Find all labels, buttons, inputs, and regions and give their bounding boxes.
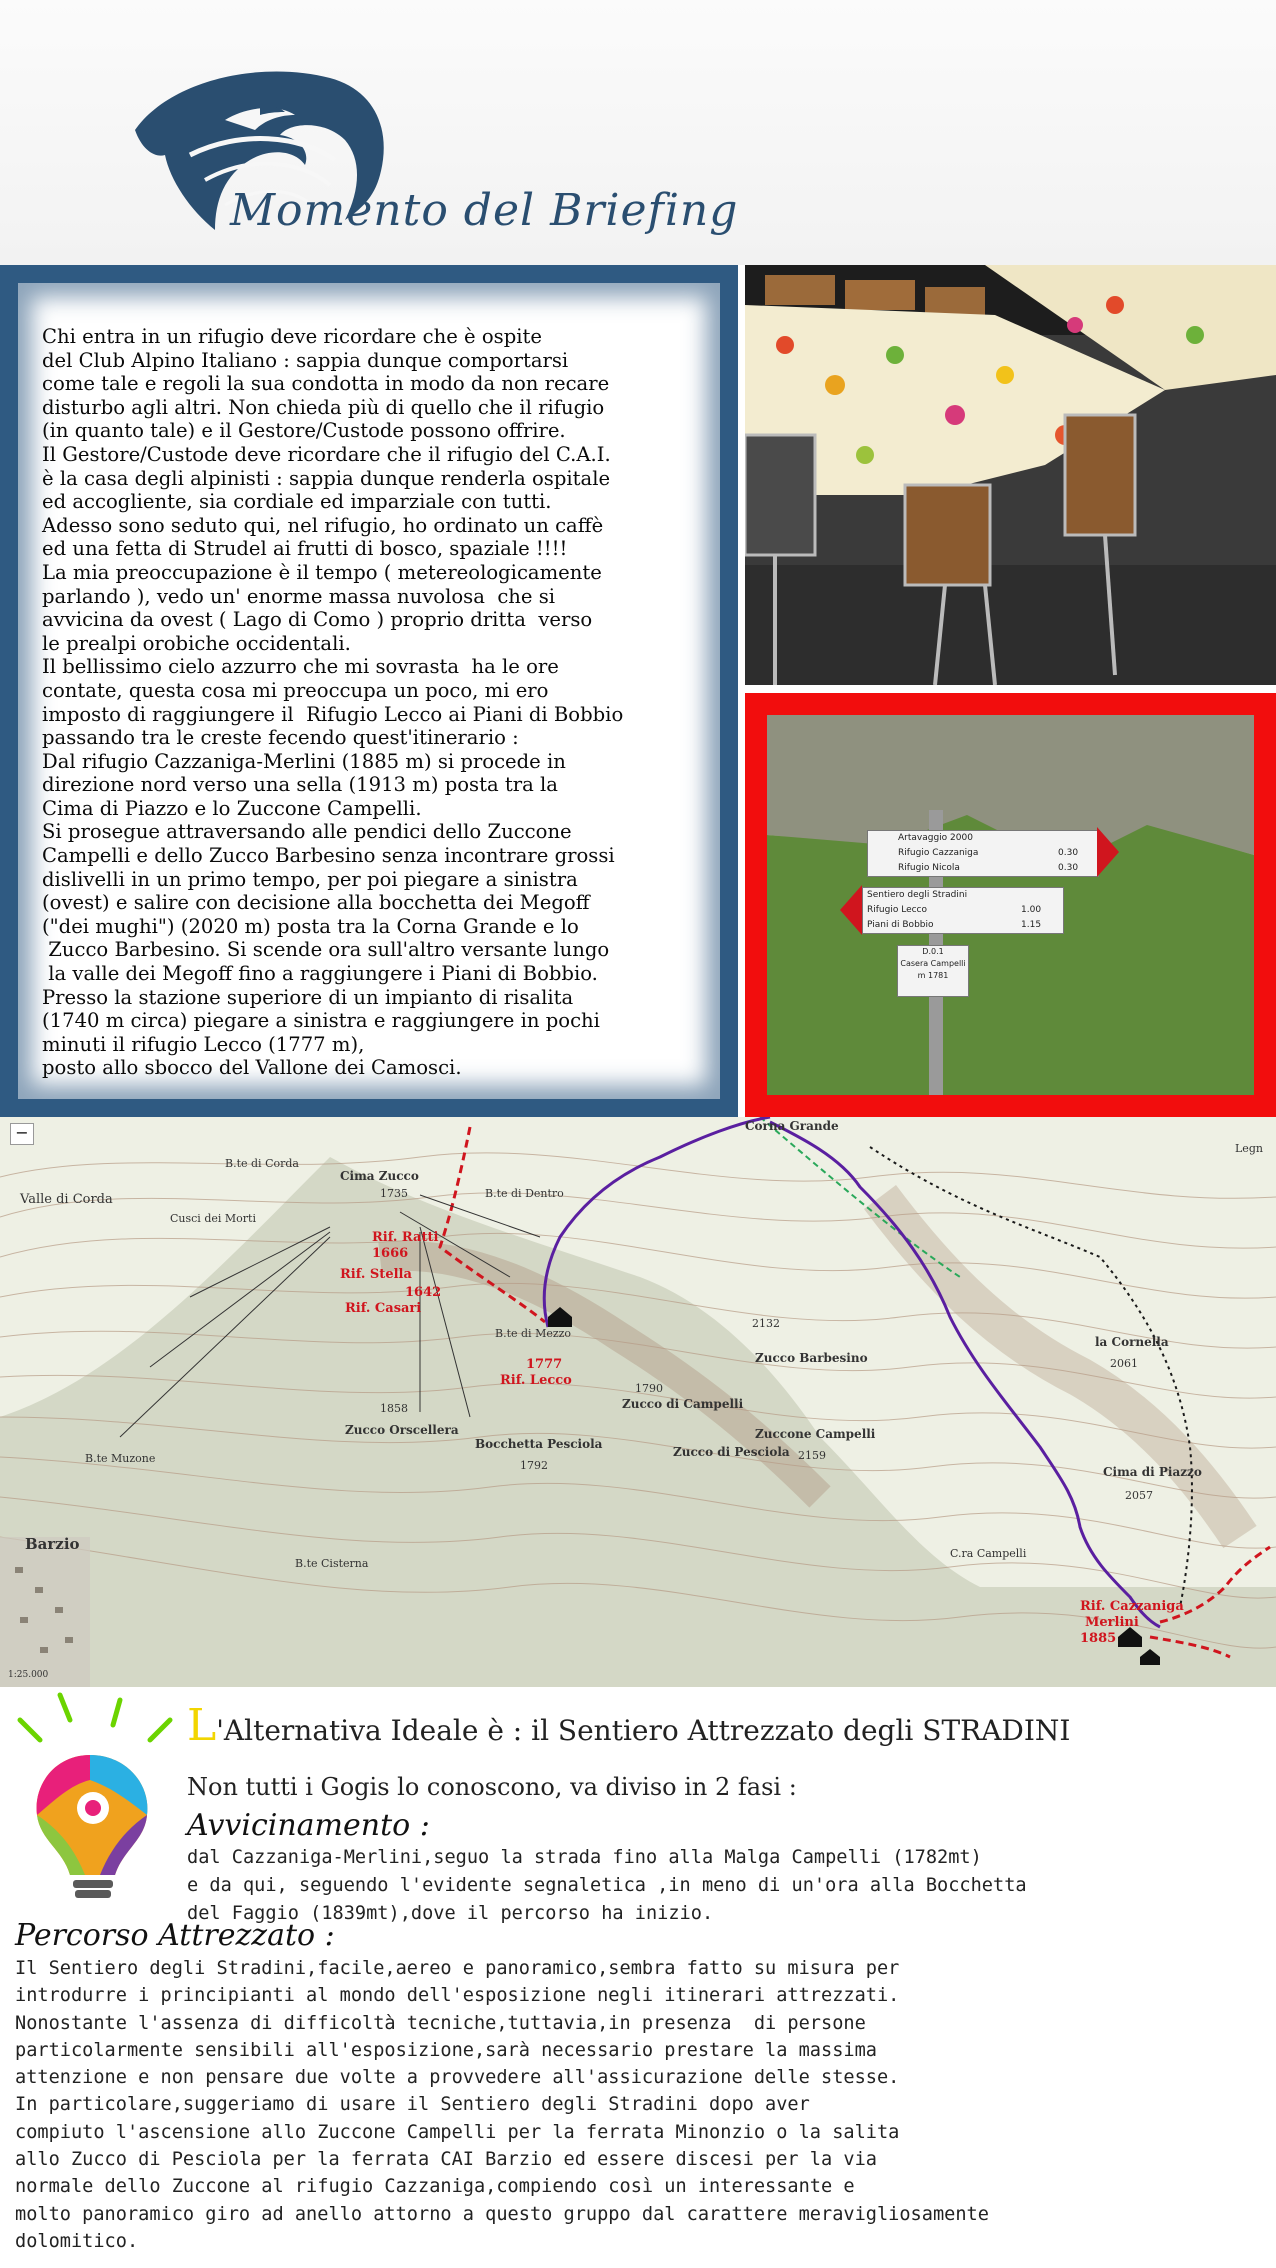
sign-row-nicola: Rifugio Nicola — [898, 863, 960, 873]
map-label-rif-ratti: Rif. Ratti — [372, 1230, 439, 1245]
map-label-barzio: Barzio — [25, 1535, 80, 1553]
map-zoom-out-button[interactable]: − — [10, 1123, 34, 1145]
map-label-alt-2061: 2061 — [1110, 1357, 1138, 1370]
route-text: Il Sentiero degli Stradini,facile,aereo e panoramico,sembra fatto su misura per introdurre i principianti al mondo dell'esposizione negli itinerari attrezzati. Nonostante l'assenza di difficoltà tecniche,tuttavia,in presenza di persone particolarmente sensibili all'esposizione,sarà necessario prestare la massima attenzione e non pensare due volte a provvedere all'assicurazione delle stesse. In particolare,suggeriamo di usare il Sentiero degli Stradini dopo aver compiuto l'ascensione allo Zuccone Campelli per la ferrata Minonzio o la salita allo Zucco di Pesciola per la ferrata CAI Barzio ed essere discesi per la via normale dello Zuccone al rifugio Cazzaniga,compiendo così un interessante e molto panoramico giro ad anello attorno a questo gruppo dal carattere meravigliosamente dolomitico. — [15, 1958, 989, 2252]
map-label-bte-muzone: B.te Muzone — [85, 1452, 156, 1465]
map-label-valle-corda: Valle di Corda — [20, 1192, 113, 1207]
sign-row-cazzaniga: Rifugio Cazzaniga — [898, 848, 979, 858]
map-label-cima-piazzo-alt: 2057 — [1125, 1489, 1153, 1502]
alternative-heading-text: 'Alternativa Ideale è : il Sentiero Attrezzato degli STRADINI — [216, 1714, 1071, 1747]
lightbulb-idea-icon — [15, 1690, 175, 1905]
map-label-alt-2159: 2159 — [798, 1449, 826, 1462]
map-label-alt-2132: 2132 — [752, 1317, 780, 1330]
map-label-rif-casari: Rif. Casari — [345, 1301, 422, 1316]
map-label-bte-mezzo: B.te di Mezzo — [495, 1327, 572, 1340]
map-label-rif-lecco-alt: 1777 — [526, 1357, 563, 1372]
map-label-merlini-alt: 1885 — [1080, 1631, 1117, 1646]
map-label-rif-lecco: Rif. Lecco — [500, 1373, 572, 1388]
map-label-rif-casari-alt: 1642 — [405, 1285, 442, 1300]
map-label-la-cornella: la Cornella — [1095, 1335, 1169, 1349]
map-label-rif-stella: Rif. Stella — [340, 1267, 412, 1282]
trail-map[interactable] — [0, 1117, 1276, 1687]
sign-row-stradini: Sentiero degli Stradini — [867, 890, 968, 900]
sign-board-lower — [897, 945, 969, 997]
header — [0, 0, 1276, 265]
sign-row-lecco: Rifugio Lecco — [867, 905, 928, 915]
map-label-zuccone-campelli: Zuccone Campelli — [755, 1427, 876, 1441]
map-label-zucco-orscellera: Zucco Orscellera — [345, 1423, 459, 1437]
sign-arrow-left-icon — [840, 885, 862, 935]
trail-sign-photo — [745, 693, 1276, 1117]
sign-row-casera: Casera Campelli — [900, 959, 966, 968]
sign-time-bobbio: 1.15 — [1021, 920, 1042, 930]
map-label-alt-1792: 1792 — [520, 1459, 548, 1472]
approach-text: dal Cazzaniga-Merlini,seguo la strada fino alla Malga Campelli (1782mt) e da qui, seguendo l'evidente segnaletica ,in meno di un'ora alla Bocchetta del Faggio (1839mt),dove il percorso ha inizio. — [187, 1847, 1027, 1924]
map-label-rif-cazzaniga: Rif. Cazzaniga — [1080, 1599, 1184, 1614]
map-label-rif-ratti-alt: 1666 — [372, 1246, 409, 1261]
map-label-alt-1790: 1790 — [635, 1382, 663, 1395]
map-label-merlini: Merlini — [1085, 1615, 1139, 1630]
sign-time-lecco: 1.00 — [1021, 905, 1042, 915]
map-label-cusci-morti: Cusci dei Morti — [170, 1212, 256, 1225]
map-label-bocchetta-pesciola: Bocchetta Pesciola — [475, 1437, 603, 1451]
map-label-alt-1858: 1858 — [380, 1402, 408, 1415]
sign-arrow-right-icon — [1097, 827, 1119, 877]
map-label-zucco-barbesino: Zucco Barbesino — [755, 1351, 868, 1365]
map-label-cima-piazzo: Cima di Piazzo — [1103, 1465, 1202, 1479]
refuge-table-photo — [745, 265, 1276, 685]
route-title: Percorso Attrezzato : — [15, 1918, 335, 1953]
alternative-heading — [187, 1700, 1267, 1751]
map-label-zucco-campelli: Zucco di Campelli — [622, 1397, 744, 1411]
story-panel-inner — [18, 283, 720, 1099]
map-label-zucco-pesciola: Zucco di Pesciola — [673, 1445, 790, 1459]
sign-row-altitude: m 1781 — [917, 971, 949, 980]
sign-board-upper — [867, 830, 1099, 877]
sign-time-nicola: 0.30 — [1058, 863, 1079, 873]
map-label-legnone: Legn — [1235, 1142, 1263, 1155]
sign-row-artavaggio: Artavaggio 2000 — [898, 833, 973, 843]
map-label-cima-zucco: Cima Zucco — [340, 1169, 419, 1183]
story-text: Chi entra in un rifugio deve ricordare che è ospite del Club Alpino Italiano : sappia dunque comportarsi come tale e regoli la sua condotta in modo da non recare disturbo agli altri. Non chieda più di quello che il rifugio (in quanto tale) e il Gestore/Custode possono offrire. Il Gestore/Custode deve ricordare che il rifugio del C.A.I. è la casa degli alpinisti : sappia dunque renderla ospitale ed accogliente, sia cordiale ed imparziale con tutti. Adesso sono seduto qui, nel rifugio, ho ordinato un caffè ed una fetta di Strudel ai frutti di bosco, spaziale !!!! La mia preoccupazione è il tempo ( metereologicamente parlando ), vedo un' enorme massa nuvolosa che si avvicina da ovest ( Lago di Como ) proprio dritta verso le prealpi orobiche occidentali. Il bellissimo cielo azzurro che mi sovrasta ha le ore contate, questa cosa mi preoccupa un poco, mi ero imposto di raggiungere il Rifugio Lecco ai Piani di Bobbio passando tra le creste fecendo quest'itinerario : Dal rifugio Cazzaniga-Merlini (1885 m) si procede in direzione nord verso una sella (1913 m) posta tra la Cima di Piazzo e lo Zuccone Campelli. Si prosegue attraversando alle pendici dello Zuccone Campelli e dello Zucco Barbesino senza incontrare grossi dislivelli in un primo tempo, per poi piegare a sinistra (ovest) e salire con decisione alla bocchetta dei Megoff ("dei mughi") (2020 m) posta tra la Corna Grande e lo Zucco Barbesino. Si scende ora sull'altro versante lungo la valle dei Megoff fino a raggiungere i Piani di Bobbio. Presso la stazione superiore di un impianto di risalita (1740 m circa) piegare a sinistra e raggiungere in pochi minuti il rifugio Lecco (1777 m), posto allo sbocco del Vallone dei Camosci. — [42, 325, 624, 1080]
phases-intro: Non tutti i Gogis lo conoscono, va diviso in 2 fasi : — [187, 1773, 797, 1801]
approach-title: Avvicinamento : — [187, 1808, 430, 1843]
sign-row-bobbio: Piani di Bobbio — [867, 920, 934, 930]
map-label-bte-cisterna: B.te Cisterna — [295, 1557, 369, 1570]
map-label-corna-grande: Corna Grande — [745, 1119, 839, 1133]
map-label-cra-campelli: C.ra Campelli — [950, 1547, 1027, 1560]
trail-sign-photo-inner — [767, 715, 1254, 1095]
map-scale: 1:25.000 — [8, 1670, 49, 1680]
alternative-initial: L — [187, 1700, 217, 1751]
refuge-table-image — [745, 265, 1276, 685]
map-label-cima-zucco-alt: 1735 — [380, 1187, 408, 1200]
map-label-bte-dentro: B.te di Dentro — [485, 1187, 564, 1200]
sign-row-do1: D.0.1 — [922, 947, 944, 956]
sign-time-cazzaniga: 0.30 — [1058, 848, 1079, 858]
logo-title: Momento del Briefing — [230, 185, 739, 236]
sign-board-middle — [862, 887, 1064, 934]
map-label-bte-corda: B.te di Corda — [225, 1157, 299, 1170]
story-panel — [0, 265, 738, 1117]
